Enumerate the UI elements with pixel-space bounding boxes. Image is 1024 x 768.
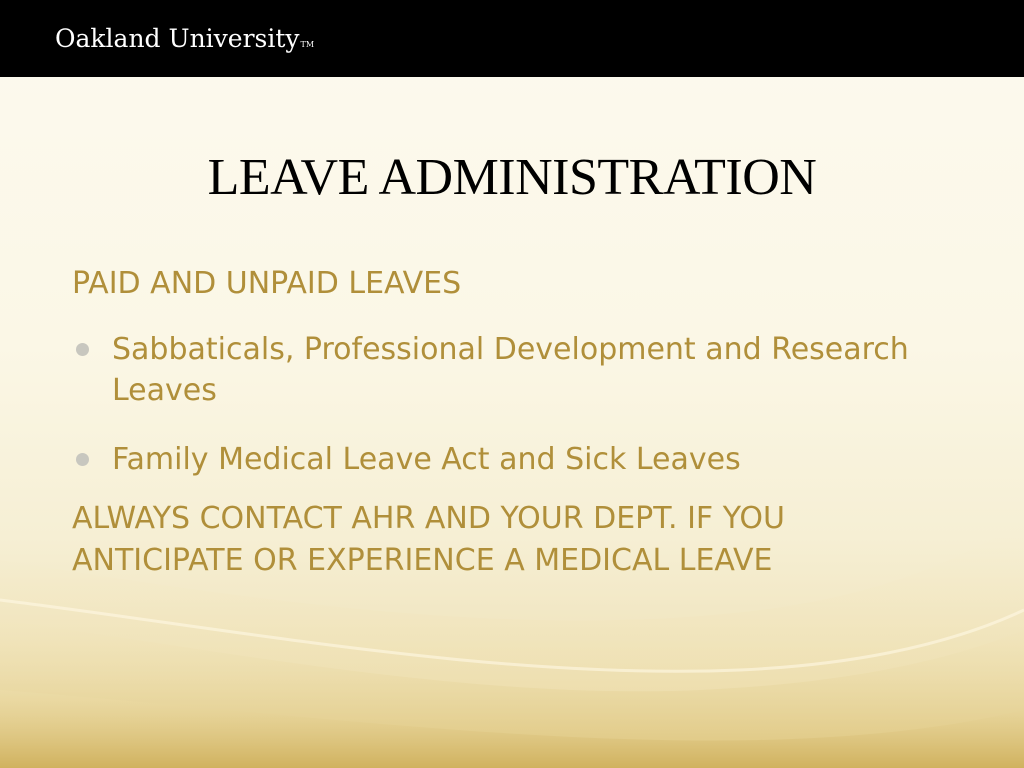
slide-content (72, 264, 972, 582)
logo-wordmark: Oakland University (55, 24, 300, 53)
bullet-item (72, 439, 972, 480)
bullet-list (72, 329, 972, 480)
bullet-text: Family Medical Leave Act and Sick Leaves (112, 442, 741, 477)
oakland-university-logo (55, 26, 314, 51)
section-heading: PAID AND UNPAID LEAVES (72, 266, 462, 301)
bullet-item (72, 329, 972, 411)
bullet-dot-icon (76, 453, 89, 466)
bullet-text: Sabbaticals, Professional Development and Research Leaves (112, 332, 909, 408)
trademark-symbol: TM (300, 40, 315, 49)
bullet-dot-icon (76, 343, 89, 356)
slide-title: LEAVE ADMINISTRATION (207, 149, 817, 206)
contact-note: ALWAYS CONTACT AHR AND YOUR DEPT. IF YOU ANTICIPATE OR EXPERIENCE A MEDICAL LEAVE (72, 501, 785, 578)
header-bar (0, 0, 1024, 77)
